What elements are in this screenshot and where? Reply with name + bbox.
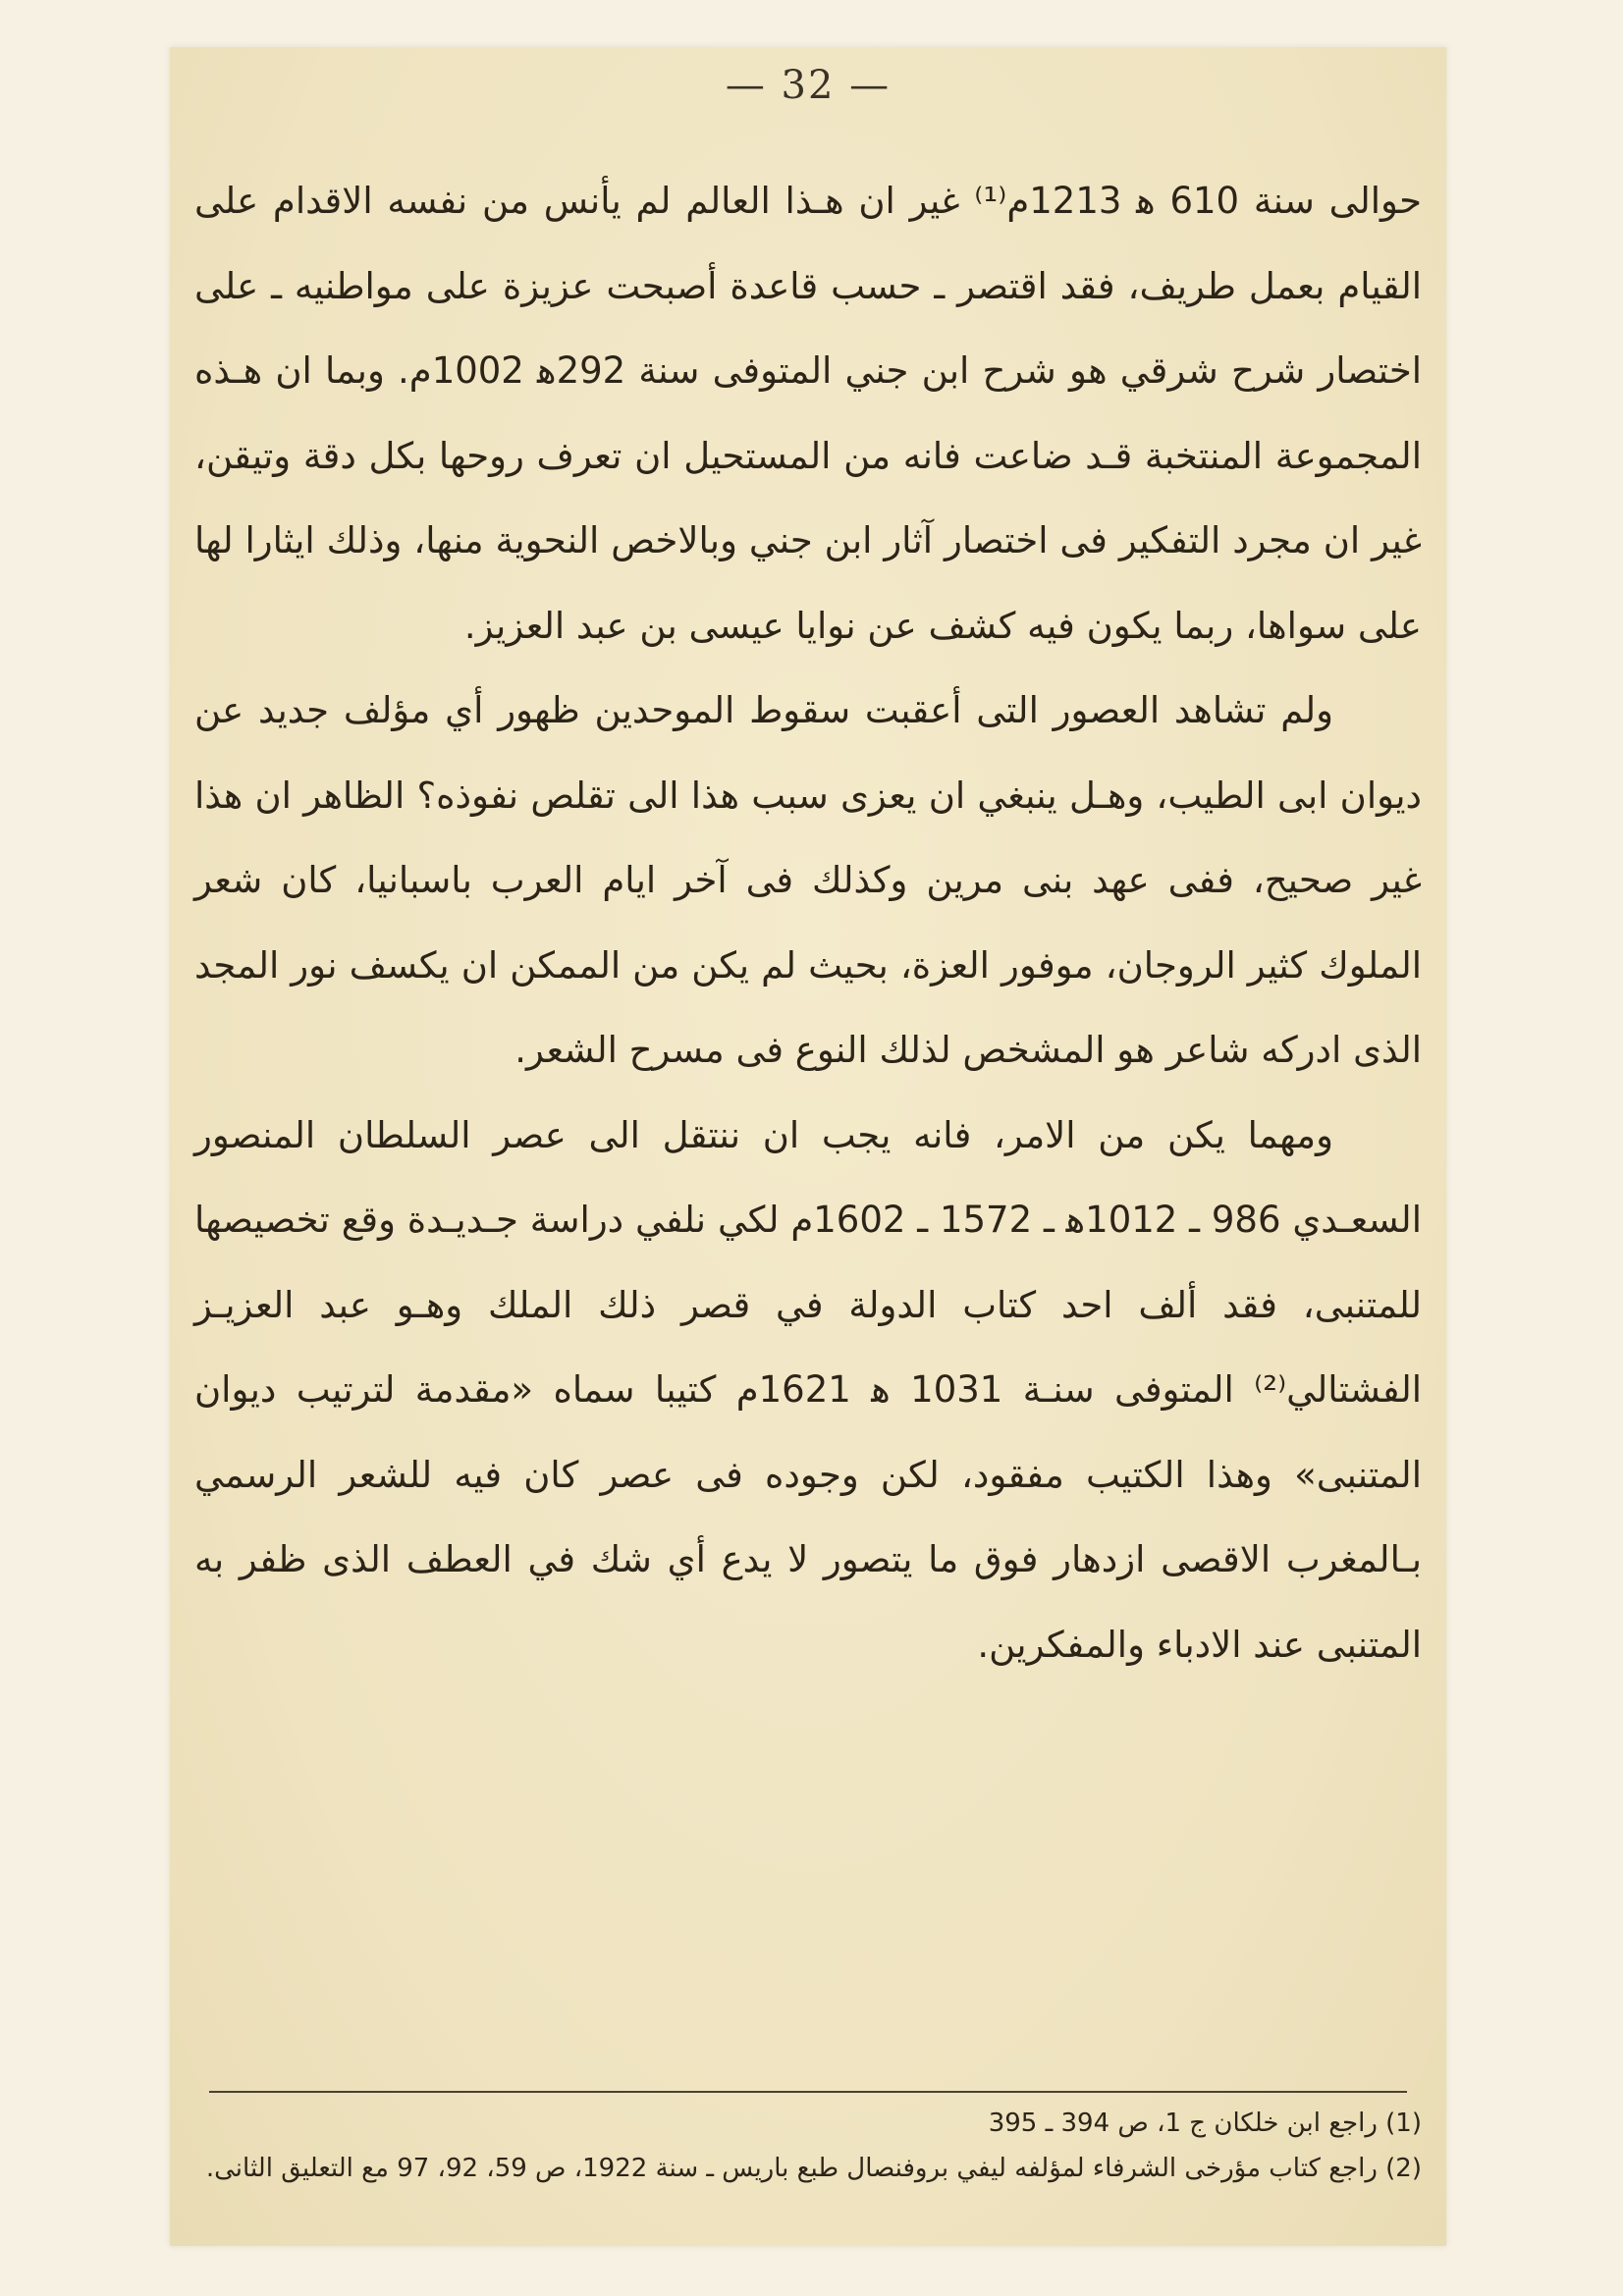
footnotes — [194, 2101, 1422, 2191]
page-number: — 32 — — [725, 63, 892, 108]
document-page — [170, 47, 1446, 2246]
footnote-divider — [209, 2091, 1407, 2093]
footnote-1: (1) راجع ابن خلكان ج 1، ص 394 ـ 395 — [988, 2109, 1422, 2138]
paragraph-2: ولم تشاهد العصور التى أعقبت سقوط الموحدين ظهور أي مؤلف جديد عن ديوان ابى الطيب، وهـل ينبغي ان يعزى سبب هذا الى تقلص نفوذه؟ الظاهر ان هذا غير صحيح، ففى عهد بنى مرين وكذلك فى آخر ايام العرب باسبانيا، كان شعر الملوك كثير الروجان، موفور العزة، بحيث لم يكن من الممكن ان يكسف نور المجد الذى ادركه شاعر هو المشخص لذلك النوع فى مسرح الشعر. — [194, 689, 1422, 1071]
footnote-2: (2) راجع كتاب مؤرخى الشرفاء لمؤلفه ليفي بروفنصال طبع باريس ـ سنة 1922، ص 59، 92، 97 مع التعليق الثانى. — [205, 2154, 1422, 2183]
paragraph-3: ومهما يكن من الامر، فانه يجب ان ننتقل الى عصر السلطان المنصور السعـدي 986 ـ 1012ه‍ ـ 1572 ـ 1602م لكي نلفي دراسة جـديـدة وقع تخصيصها للمتنبى، فقد ألف احد كتاب الدولة في قصر ذلك الملك وهـو عبد العزيـز الفشتالي⁽²⁾ المتوفى سنـة 1031 ه‍ 1621م كتيبا سماه «مقدمة لترتيب ديوان المتنبى» وهذا الكتيب مفقود، لكن وجوده فى عصر كان فيه للشعر الرسمي بـالمغرب الاقصى ازدهار فوق ما يتصور لا يدع أي شك في العطف الذى ظفر به المتنبى عند الادباء والمفكرين. — [194, 1113, 1423, 1666]
paragraph-1: حوالى سنة 610 ه‍ 1213م⁽¹⁾ غير ان هـذا العالم لم يأنس من نفسه الاقدام على القيام بعمل طريف، فقد اقتصر ـ حسب قاعدة أصبحت عزيزة على مواطنيه ـ على اختصار شرح شرقي هو شرح ابن جني المتوفى سنة 292ه‍ 1002م. وبما ان هـذه المجموعة المنتخبة قـد ضاعت فانه من المستحيل ان تعرف روحها بكل دقة وتيقن، غير ان مجرد التفكير فى اختصار آثار ابن جني وبالاخص النحوية منها، وذلك ايثارا لها على سواها، ربما يكون فيه كشف عن نوايا عيسى بن عبد العزيز. — [194, 180, 1422, 647]
body-text — [194, 159, 1422, 1687]
